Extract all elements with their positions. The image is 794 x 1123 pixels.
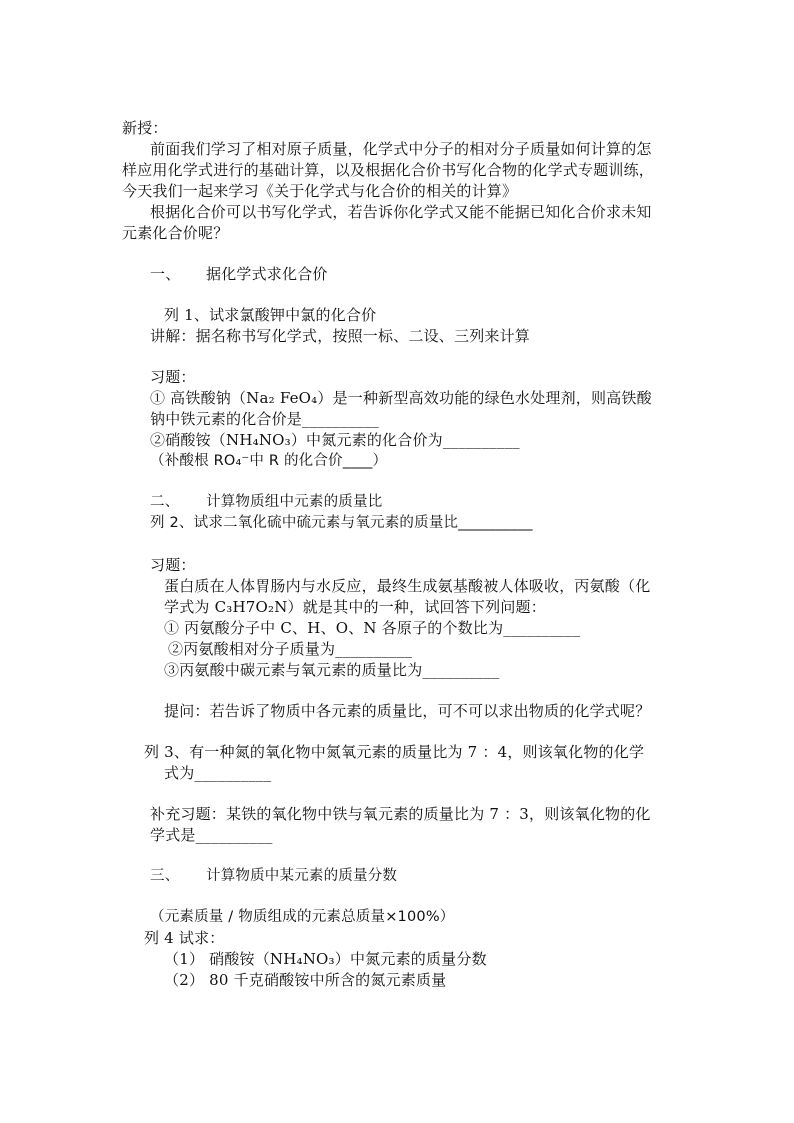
intro-paragraph-line: 根据化合价可以书写化学式，若告诉你化学式又能不能据已知化合价求未知 [150, 203, 652, 221]
example-4: 列 4 试求： [144, 929, 225, 947]
example-2: 列 2、试求二氧化硫中硫元素与氧元素的质量比__________ [150, 515, 533, 531]
section-number: 一、 [150, 265, 181, 283]
intro-paragraph-line: 今天我们一起来学习《关于化学式与化合价的相关的计算》 [122, 182, 518, 200]
exercise-question: ②丙氨酸相对分子质量为__________ [168, 640, 413, 658]
intro-paragraph-line: 样应用化学式进行的基础计算，以及根据化合价书写化合物的化学式专题训练， [122, 161, 655, 179]
section-number: 二、 [150, 494, 180, 510]
intro-paragraph-line: 元素化合价呢？ [122, 224, 229, 242]
question-prompt: 提问：若告诉了物质中各元素的质量比，可不可以求出物质的化学式呢？ [164, 702, 651, 720]
formula-note: （元素质量 / 物质组成的元素总质量×100%） [150, 909, 455, 925]
exercise-question: ① 丙氨酸分子中 C、H、O、N 各原子的个数比为__________ [164, 619, 581, 637]
example-1: 列 1、试求氯酸钾中氯的化合价 [164, 306, 377, 324]
exercise-stem: 蛋白质在人体胃肠内与水反应，最终生成氨基酸被人体吸收，丙氨酸（化 [164, 577, 651, 595]
section-title: 据化学式求化合价 [206, 265, 328, 283]
exercise-label: 习题： [150, 368, 196, 386]
example-3: 式为__________ [164, 764, 272, 782]
example-item: （2） 80 千克硝酸铵中所含的氮元素质量 [164, 971, 447, 989]
section-number: 三、 [150, 868, 180, 884]
supplement-exercise: 补充习题：某铁的氧化物中铁与氧元素的质量比为 7 ：3，则该氧化物的化 [150, 805, 651, 823]
section-title: 计算物质中某元素的质量分数 [206, 868, 398, 884]
section-title: 计算物质组中元素的质量比 [206, 494, 383, 510]
section-label-new-lesson: 新授： [122, 119, 168, 137]
supplement-exercise: 学式是__________ [150, 826, 273, 844]
exercise-item: 钠中铁元素的化合价是__________ [150, 410, 380, 428]
exercise-item: ① 高铁酸钠（Na₂ FeO₄）是一种新型高效功能的绿色水处理剂，则高铁酸 [150, 389, 652, 407]
section-heading-3 [150, 866, 397, 886]
example-item: （1） 硝酸铵（NH₄NO₃）中氮元素的质量分数 [164, 950, 487, 968]
exercise-stem: 学式为 C₃H7O₂N）就是其中的一种，试回答下列问题： [164, 598, 546, 616]
exercise-label: 习题： [150, 556, 196, 574]
section-heading-2 [150, 492, 382, 512]
exercise-item: ②硝酸铵（NH₄NO₃）中氮元素的化合价为__________ [150, 431, 520, 449]
exercise-question: ③丙氨酸中碳元素与氧元素的质量比为__________ [164, 661, 500, 679]
explanation-text: 讲解：据名称书写化学式，按照一标、二设、三列来计算 [150, 327, 531, 345]
exercise-item: （补酸根 RO₄⁻中 R 的化合价____） [150, 453, 388, 469]
intro-paragraph-line: 前面我们学习了相对原子质量，化学式中分子的相对分子质量如何计算的怎 [150, 140, 652, 158]
section-heading-1 [150, 264, 328, 284]
example-3: 列 3、有一种氮的氧化物中氮氧元素的质量比为 7 ：4，则该氧化物的化学 [144, 743, 645, 761]
